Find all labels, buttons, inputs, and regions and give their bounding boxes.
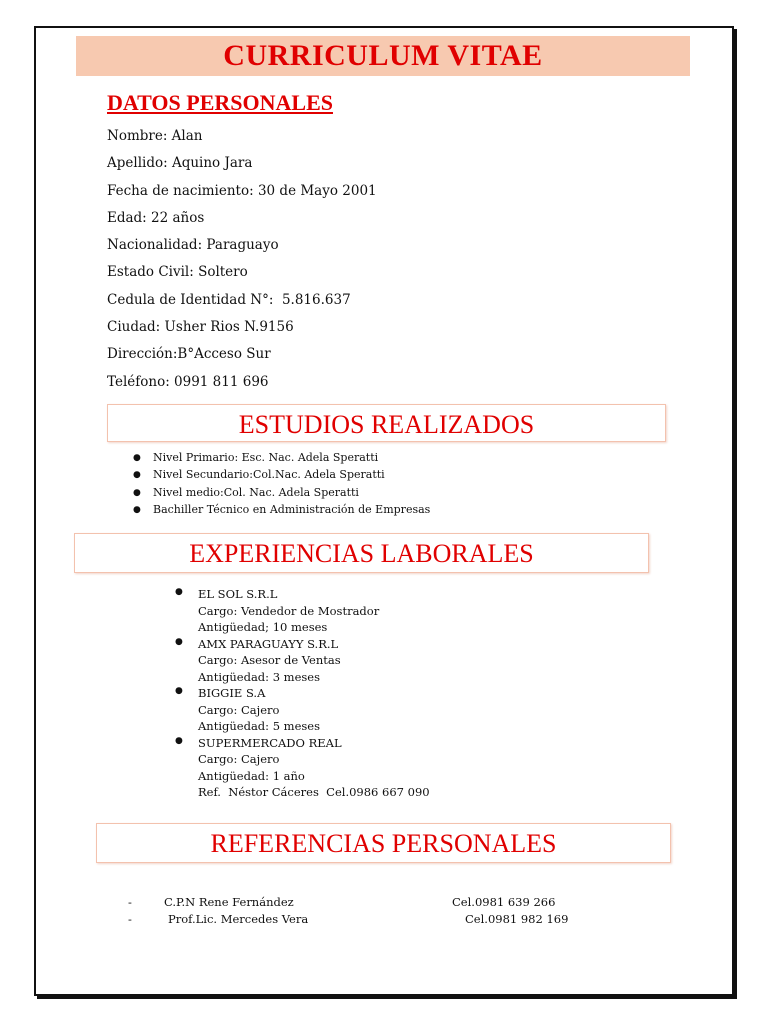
bullet-icon: ● — [133, 470, 141, 481]
experience-item — [175, 686, 430, 736]
title-banner — [76, 36, 690, 76]
bullet-icon: ● — [175, 686, 183, 696]
personal-item-civil-status: Estado Civil: Soltero — [107, 264, 248, 281]
experience-item — [175, 736, 430, 802]
list-item — [133, 503, 430, 520]
experience-company: BIGGIE S.A — [198, 686, 266, 700]
personal-item-name: Nombre: Alan — [107, 128, 203, 144]
references-list — [128, 895, 608, 929]
studies-heading: ESTUDIOS REALIZADOS — [238, 410, 535, 439]
study-text: Nivel Primario: Esc. Nac. Adela Speratti — [153, 451, 379, 464]
experience-tenure: Antigüedad; 10 meses — [198, 620, 328, 634]
studies-heading-box — [107, 404, 666, 442]
experience-company: AMX PARAGUAYY S.R.L — [198, 636, 339, 651]
experience-role: Cargo: Vendedor de Mostrador — [198, 603, 380, 618]
reference-row — [128, 895, 608, 912]
personal-data-list — [107, 126, 377, 399]
references-heading: REFERENCIAS PERSONALES — [210, 829, 557, 858]
experience-tenure: Antigüedad: 3 meses — [198, 669, 320, 684]
personal-item-nationality: Nacionalidad: Paraguayo — [107, 237, 279, 254]
experience-heading-box — [74, 533, 649, 573]
experience-list — [175, 587, 430, 802]
experience-heading: EXPERIENCIAS LABORALES — [189, 539, 534, 568]
list-item — [133, 468, 430, 485]
experience-tenure: Antigüedad: 5 meses — [198, 719, 320, 733]
reference-name: C.P.N Rene Fernández — [164, 895, 294, 909]
reference-phone: Cel.0981 982 169 — [465, 912, 569, 926]
personal-data-heading: DATOS PERSONALES — [107, 90, 333, 115]
list-item — [133, 451, 430, 468]
study-text: Nivel Secundario:Col.Nac. Adela Speratti — [153, 468, 385, 482]
dash-icon: - — [128, 912, 132, 926]
experience-reference: Ref. Néstor Cáceres Cel.0986 667 090 — [198, 785, 430, 799]
experience-role: Cargo: Cajero — [198, 702, 280, 717]
study-text: Bachiller Técnico en Administración de Empresas — [153, 502, 431, 516]
bullet-icon: ● — [133, 487, 141, 498]
bullet-icon: ● — [175, 735, 183, 746]
experience-tenure: Antigüedad: 1 año — [198, 768, 305, 783]
experience-company: SUPERMERCADO REAL — [198, 735, 342, 750]
page-title: CURRICULUM VITAE — [223, 39, 543, 72]
bullet-icon: ● — [175, 587, 183, 597]
reference-phone: Cel.0981 639 266 — [452, 895, 556, 909]
personal-item-id-number: Cedula de Identidad N°: 5.816.637 — [107, 291, 351, 308]
studies-list — [133, 451, 430, 520]
study-text: Nivel medio:Col. Nac. Adela Speratti — [153, 485, 359, 499]
references-heading-box — [96, 823, 671, 863]
reference-name: Prof.Lic. Mercedes Vera — [168, 912, 309, 926]
experience-item — [175, 587, 430, 637]
dash-icon: - — [128, 895, 132, 909]
personal-item-birthdate: Fecha de nacimiento: 30 de Mayo 2001 — [107, 182, 377, 199]
personal-item-city: Ciudad: Usher Rios N.9156 — [107, 319, 294, 336]
personal-item-age: Edad: 22 años — [107, 209, 205, 226]
reference-row — [128, 912, 608, 929]
list-item — [133, 486, 430, 503]
experience-role: Cargo: Asesor de Ventas — [198, 653, 341, 667]
personal-item-phone: Teléfono: 0991 811 696 — [107, 373, 269, 390]
bullet-icon: ● — [133, 504, 141, 515]
personal-item-address: Dirección:B°Acceso Sur — [107, 346, 271, 363]
experience-company: EL SOL S.R.L — [198, 587, 278, 601]
experience-role: Cargo: Cajero — [198, 752, 280, 766]
bullet-icon: ● — [175, 636, 183, 647]
personal-item-surname: Apellido: Aquino Jara — [107, 155, 253, 172]
bullet-icon: ● — [133, 453, 141, 463]
experience-item — [175, 637, 430, 687]
